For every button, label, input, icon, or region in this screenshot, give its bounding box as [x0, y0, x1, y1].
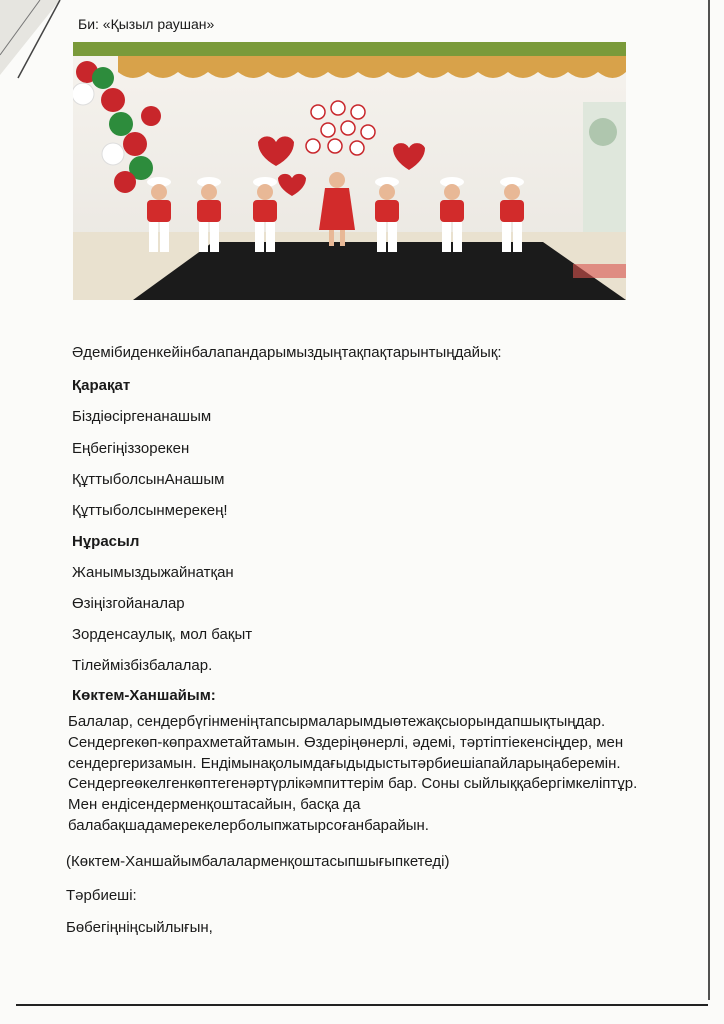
- paragraph-line: балабақшадамерекелерболыпжатырсоғанбарайын.: [68, 816, 429, 834]
- poet-name-nurasyl: Нұрасыл: [72, 533, 140, 550]
- paragraph-line: Сендергеөкелгенкөптегенәртүрлікәмпиттерім бар. Соны сыйлыққабергімкеліптұр.: [68, 775, 638, 793]
- speaker-name-teacher: Тәрбиеші:: [66, 887, 137, 904]
- poem-line: Еңбегіңіззорекен: [72, 440, 190, 457]
- poet-name-karakat: Қарақат: [72, 377, 131, 394]
- page-corner-fold: [0, 0, 80, 80]
- poem-line: Зорденсаулық, мол бақыт: [72, 626, 253, 643]
- poem-line: ҚұттыболсынАнашым: [72, 471, 225, 488]
- paragraph-line: Балалар, сендербүгінменіңтапсырмаларымдыөтежақсыорындапшықтыңдар.: [68, 713, 606, 730]
- paragraph-line: сендергеризамын. Ендімынақолымдағыдыдыстытәрбиешіапайларыңаберемін.: [68, 754, 621, 772]
- poem-line: Тілеймізбізбалалар.: [72, 657, 213, 674]
- paragraph-line: Сендергекөп-көпрахметайтамын. Өздеріңөнерлі, әдемі, тәртіптіекенсіңдер, мен: [68, 733, 624, 751]
- dance-title: Би: «Қызыл раушан»: [78, 16, 215, 32]
- poem-line: Құттыболсынмерекең!: [72, 502, 228, 519]
- poem-line: Өзіңізгойаналар: [72, 595, 185, 612]
- speaker-name-koktem: Көктем-Ханшайым:: [72, 687, 216, 704]
- page-bottom-edge: [16, 1004, 708, 1006]
- paragraph-line: Мен ендісендерменқоштасайын, басқа да: [68, 796, 361, 814]
- intro-line: Әдемібиденкейінбалапандарымыздыңтақпақтарынтыңдайық:: [72, 344, 502, 361]
- children-performance-photo: [73, 42, 626, 300]
- stage-direction: (Көктем-Ханшайымбалаларменқоштасыпшығыпкетеді): [66, 853, 450, 870]
- poem-line: Бөбегіңніңсыйлығын,: [66, 919, 213, 936]
- poem-line: Біздіөсіргенанашым: [72, 408, 212, 425]
- speech-paragraph: [68, 712, 708, 837]
- page-right-edge: [708, 0, 710, 1000]
- poem-line: Жанымыздыжайнатқан: [72, 564, 234, 581]
